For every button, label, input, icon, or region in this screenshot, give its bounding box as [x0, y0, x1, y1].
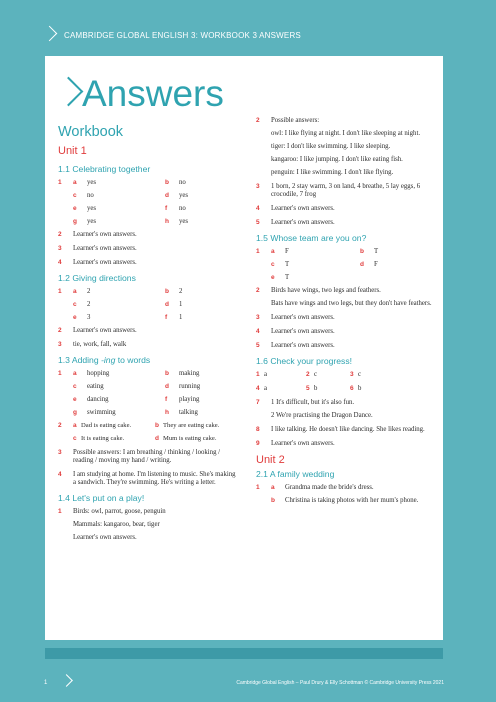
answer-line: 1 a 2 c 3 c: [256, 371, 362, 378]
question-number: 1: [256, 248, 260, 255]
answer-item: 4 Learner's own answers.: [256, 205, 335, 212]
answer-item: 1 Birds: owl, parrot, goose, penguin Mammals: kangaroo, bear, tiger Learner's own answers.: [58, 508, 166, 541]
answer-value: no: [179, 205, 186, 212]
answer-item: 1 a Grandma made the bride's dress. b Christina is taking photos with her mum's phone.: [256, 484, 419, 504]
answer-value: running: [179, 383, 201, 390]
unit-title: Unit 1: [58, 145, 87, 157]
answer-value: 2: [87, 301, 91, 308]
answer-letter: f: [165, 205, 168, 212]
right-column: [256, 117, 434, 511]
answer-letter: b: [165, 370, 169, 377]
answer-value: hopping: [87, 370, 110, 377]
answer-value: no: [87, 192, 94, 199]
answer-value: making: [179, 370, 200, 377]
answer-value: talking: [179, 409, 198, 416]
answer-value: F: [374, 261, 378, 268]
answer-value: T: [374, 248, 379, 255]
answer-letter: c: [73, 383, 77, 390]
answer-letter: d: [165, 192, 169, 199]
bottom-band: [45, 648, 443, 659]
answer-value: yes: [87, 218, 97, 225]
answer-value: T: [285, 274, 290, 281]
left-column: [58, 124, 238, 548]
chevron-right-icon: [42, 26, 58, 42]
answer-item: 3 1 born, 2 stay warm, 3 on land, 4 breathe, 5 lay eggs, 6 crocodile, 7 frog: [256, 183, 421, 198]
answer-value: swimming: [87, 409, 116, 416]
answer-item: 3 tie, work, fall, walk: [58, 341, 127, 348]
answer-letter: g: [73, 218, 77, 225]
answer-item: 9 Learner's own answers.: [256, 440, 335, 447]
answer-letter: h: [165, 218, 169, 225]
answer-letter: d: [165, 383, 169, 390]
answer-grid: [58, 179, 238, 226]
subsection-title: 1.2 Giving directions: [58, 273, 136, 283]
answer-letter: b: [165, 288, 169, 295]
answer-item: 2 Learner's own answers.: [58, 327, 137, 334]
chevron-right-icon: [60, 674, 73, 687]
answer-grid: [58, 370, 238, 417]
question-number: 1: [58, 288, 62, 295]
answer-grid: [58, 288, 238, 322]
answer-letter: a: [271, 248, 275, 255]
answer-letter: c: [73, 192, 77, 199]
answer-item: 5 Learner's own answers.: [256, 219, 335, 226]
answer-value: eating: [87, 383, 104, 390]
answer-letter: e: [271, 274, 275, 281]
page-title: Answers: [82, 73, 224, 114]
answer-value: F: [285, 248, 289, 255]
answer-item: 2 Possible answers: owl: I like flying at night. I don't like sleeping at night. tiger: I don't like swimming. I like sleeping. kangaroo: I like jumping. I don't like eating fish. penguin: I like swimming. I don't like flying.: [256, 117, 421, 176]
unit-title: Unit 2: [256, 454, 285, 466]
header-title: CAMBRIDGE GLOBAL ENGLISH 3: WORKBOOK 3 ANSWERS: [64, 31, 301, 40]
answer-grid: [256, 248, 434, 282]
answer-letter: f: [165, 396, 168, 403]
answer-value: playing: [179, 396, 200, 403]
answer-item: 2 Birds have wings, two legs and feathers. Bats have wings and two legs, but they don't have feathers.: [256, 287, 432, 307]
subsection-title: 1.5 Whose team are you on?: [256, 233, 367, 243]
answer-value: 2: [87, 288, 91, 295]
answer-letter: b: [360, 248, 364, 255]
answer-item: 4 Learner's own answers.: [58, 259, 137, 266]
section-title: Workbook: [58, 124, 124, 140]
answer-letter: a: [73, 370, 77, 377]
answer-item: 5 Learner's own answers.: [256, 342, 335, 349]
answer-item: 2 Learner's own answers.: [58, 231, 137, 238]
answer-value: yes: [179, 192, 189, 199]
answer-value: 1: [179, 314, 183, 321]
question-number: 1: [58, 179, 62, 186]
answer-item: 3 Learner's own answers.: [58, 245, 137, 252]
answer-item: 4 Learner's own answers.: [256, 328, 335, 335]
subsection-title: 1.6 Check your progress!: [256, 356, 353, 366]
answer-value: yes: [87, 179, 97, 186]
answer-item: 3 Possible answers: I am breathing / thinking / looking / reading / moving my hand / writing.: [58, 449, 221, 464]
answer-item: 3 Learner's own answers.: [256, 314, 335, 321]
answer-value: dancing: [87, 396, 109, 403]
answer-letter: d: [360, 261, 364, 268]
answer-value: 3: [87, 314, 91, 321]
answer-item: 4 I am studying at home. I'm listening to music. She's making a sandwich. They're swimming. He's writing a letter.: [58, 471, 236, 486]
footer-credit: Cambridge Global English – Paul Drury & Elly Schottman © Cambridge University Press 2021: [236, 680, 444, 686]
answer-letter: g: [73, 409, 77, 416]
answer-item: 8 I like talking. He doesn't like dancing. She likes reading.: [256, 426, 425, 433]
answer-value: T: [285, 261, 290, 268]
answer-letter: f: [165, 314, 168, 321]
answer-letter: h: [165, 409, 169, 416]
answer-value: no: [179, 179, 186, 186]
answer-letter: a: [73, 288, 77, 295]
subsection-title: 1.1 Celebrating together: [58, 164, 151, 174]
answer-letter: e: [73, 396, 77, 403]
answer-letter: d: [165, 301, 169, 308]
answer-value: 2: [179, 288, 183, 295]
answer-item: 2 a Dad is eating cake. b They are eating cake. c It is eating cake. d Mum is eating cake.: [58, 422, 220, 442]
subsection-title: 1.4 Let's put on a play!: [58, 493, 145, 503]
subsection-title: 1.3 Adding -ing to words: [58, 355, 151, 365]
question-number: 1: [58, 370, 62, 377]
answer-line: 4 a 5 b 6 b: [256, 385, 362, 392]
answer-letter: a: [73, 179, 77, 186]
answer-letter: e: [73, 314, 77, 321]
answer-item: 7 1 It's difficult, but it's also fun. 2 We're practising the Dragon Dance.: [256, 399, 373, 419]
answer-letter: b: [165, 179, 169, 186]
subsection-title: 2.1 A family wedding: [256, 469, 335, 479]
answer-value: yes: [87, 205, 97, 212]
answer-value: yes: [179, 218, 189, 225]
answer-letter: c: [271, 261, 275, 268]
answer-value: 1: [179, 301, 183, 308]
top-header: [0, 0, 496, 56]
page-number: 1: [44, 680, 48, 686]
answer-letter: c: [73, 301, 77, 308]
answer-letter: e: [73, 205, 77, 212]
